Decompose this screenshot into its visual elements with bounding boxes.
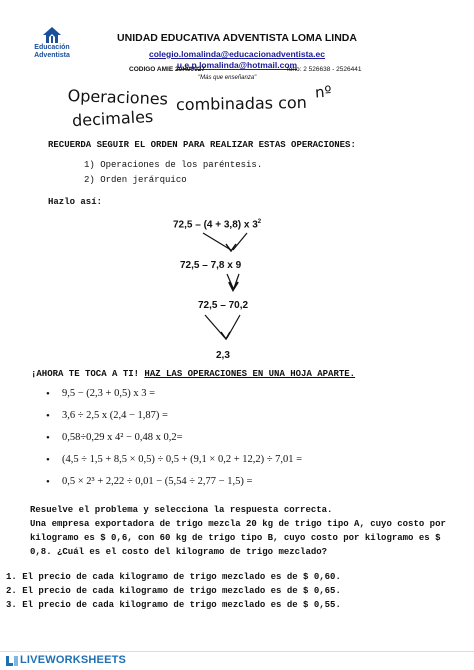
example-expression-1 xyxy=(173,219,261,230)
worksheet-title xyxy=(67,82,378,131)
logo-text-line2: Adventista xyxy=(34,52,70,59)
exercise-list xyxy=(32,383,452,493)
task-underlined: HAZ LAS OPERACIONES EN UNA HOJA APARTE. xyxy=(144,369,356,379)
instructions-heading: RECUERDA SEGUIR EL ORDEN PARA REALIZAR ESTAS OPERACIONES: xyxy=(48,140,356,150)
step-1: 1) Operaciones de los paréntesis. xyxy=(84,160,263,170)
example-expression-2: 72,5 – 7,8 x 9 xyxy=(180,260,242,271)
email-link[interactable]: colegio.lomalinda@educacionadventista.ec xyxy=(149,49,325,59)
title-part-no: nº xyxy=(314,82,333,102)
logo-text-line1: Educación xyxy=(34,44,70,51)
title-part-combinadas: combinadas con xyxy=(175,92,307,115)
word-problem xyxy=(30,503,450,559)
liveworksheets-logo-icon xyxy=(6,656,18,666)
answer-option-3[interactable]: 3. El precio de cada kilogramo de trigo mezclado es de $ 0,55. xyxy=(6,600,341,610)
answer-options xyxy=(6,570,466,612)
amie-code: CODIGO AMIE 20H00027 xyxy=(129,66,205,73)
arrow-3-icon xyxy=(205,315,240,339)
arrow-2-icon xyxy=(227,274,239,290)
example-heading: Hazlo así: xyxy=(48,197,103,207)
liveworksheets-brand[interactable]: LIVEWORKSHEETS xyxy=(20,654,127,666)
example-expression-3: 72,5 – 70,2 xyxy=(198,300,249,311)
exercise-item: • (4,5 ÷ 1,5 + 8,5 × 0,5) ÷ 0,5 + (9,1 × 0,2 + 12,2) ÷ 7,01 = xyxy=(32,449,452,471)
answer-option-1[interactable]: 1. El precio de cada kilogramo de trigo mezclado es de $ 0,60. xyxy=(6,572,341,582)
phone-number: fono: 2 526638 - 2526441 xyxy=(287,66,362,73)
exercise-item: • 3,6 ÷ 2,5 x (2,4 − 1,87) = xyxy=(32,405,452,427)
exercise-item: • 0,58÷0,29 x 4² − 0,48 x 0,2= xyxy=(32,427,452,449)
example-expression-1-exponent: 2 xyxy=(257,219,262,225)
problem-text: Una empresa exportadora de trigo mezcla 20 kg de trigo tipo A, cuyo costo por kilogramo es $ 0,6, con 60 kg de trigo tipo B, cuyo costo por kilogramo es $ 0,8. ¿Cuál es el costo del kilogramo de trigo mezclado? xyxy=(30,519,446,557)
title-part-operaciones: Operaciones xyxy=(67,86,169,109)
task-prefix: ¡AHORA TE TOCA A TI! xyxy=(31,369,145,379)
exercise-item: • 9,5 − (2,3 + 0,5) x 3 = xyxy=(32,383,452,405)
problem-intro: Resuelve el problema y selecciona la respuesta correcta. xyxy=(30,505,333,515)
title-part-decimales: decimales xyxy=(71,106,154,131)
email-link-2[interactable]: u.e.p.lomalinda@hotmail.com xyxy=(176,60,298,70)
arrow-1-icon xyxy=(203,233,247,251)
answer-option-2[interactable]: 2. El precio de cada kilogramo de trigo mezclado es de $ 0,65. xyxy=(6,586,341,596)
example-expression-1-text: 72,5 – (4 + 3,8) x 3 xyxy=(173,219,258,231)
exercise-item: • 0,5 × 2³ + 2,22 ÷ 0,01 − (5,54 ÷ 2,77 − 1,5) = xyxy=(32,471,452,493)
step-2: 2) Orden jerárquico xyxy=(84,175,187,185)
school-name: UNIDAD EDUCATIVA ADVENTISTA LOMA LINDA xyxy=(117,32,357,44)
school-motto: "Más que enseñanza" xyxy=(198,75,257,81)
example-result: 2,3 xyxy=(216,350,230,361)
task-heading xyxy=(31,369,355,379)
footer-bar xyxy=(0,651,474,670)
